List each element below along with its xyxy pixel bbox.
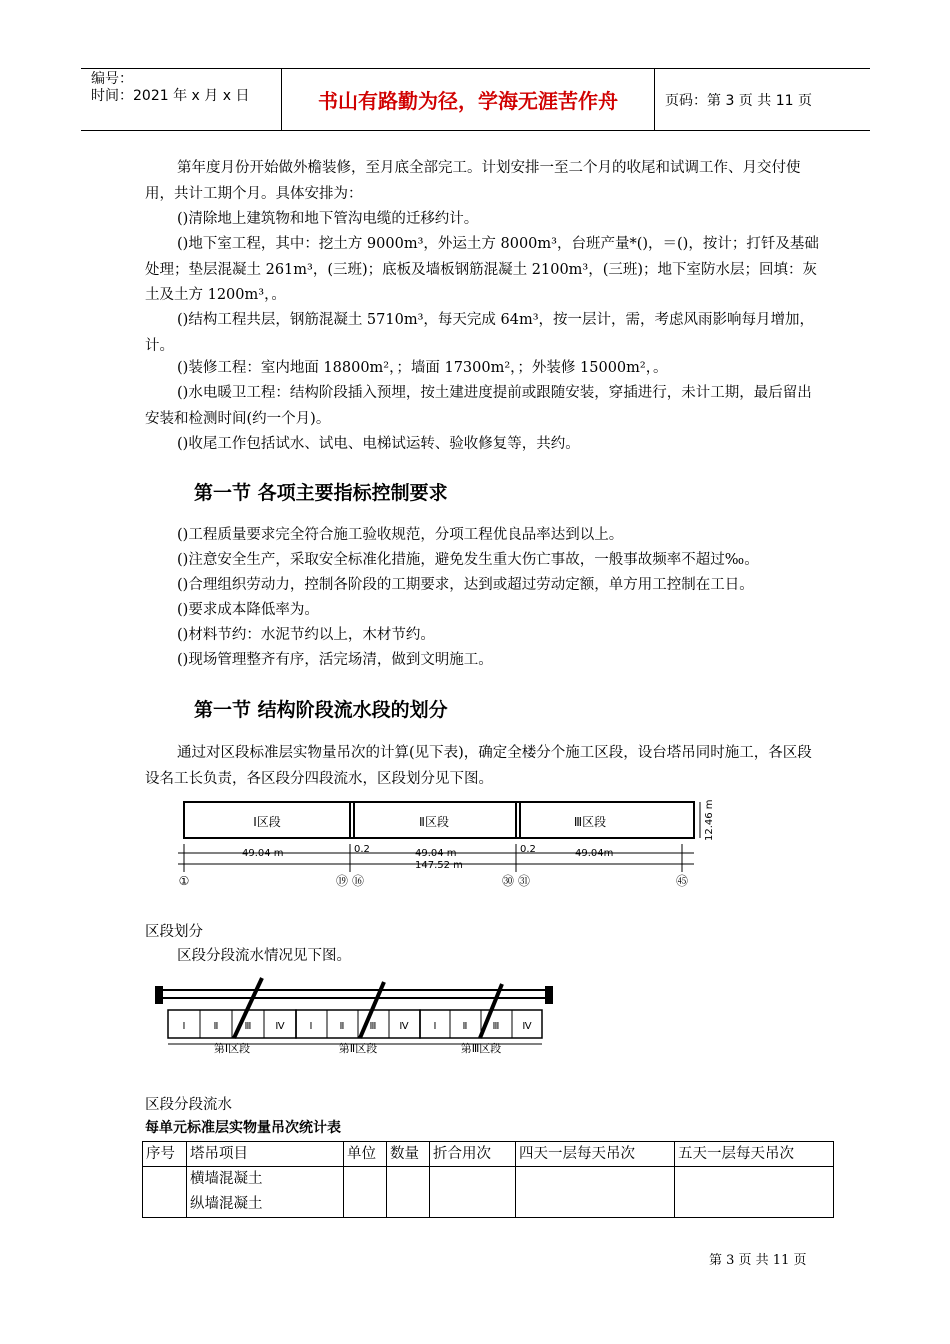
zone-label: 第Ⅱ区段	[338, 1042, 378, 1055]
zone-division-figure	[170, 796, 730, 894]
height-dim: 12.46 m	[704, 799, 715, 841]
intro-item: ()收尾工作包括试水、试电、电梯试运转、验收修复等，共约。	[177, 436, 580, 452]
intro-item: ()装修工程：室内地面 18800m²，；墙面 17300m²，；外装修 15000m²，。	[177, 360, 668, 376]
section1-item: ()要求成本降低率为。	[177, 602, 319, 618]
svg-text:Ⅳ: Ⅳ	[399, 1021, 409, 1032]
axis-label: ⑯	[351, 874, 365, 888]
svg-text:Ⅳ: Ⅳ	[275, 1021, 285, 1032]
intro-paragraph: 第年度月份开始做外檐装修，至月底全部完工。计划安排一至二个月的收尾和试调工作、月交付使用，共计工期个月。具体安排为：	[145, 160, 801, 202]
zone-label: 第Ⅲ区段	[460, 1042, 502, 1055]
segment-flow-figure	[150, 972, 570, 1064]
section1-item: ()现场管理整齐有序，活完场清，做到文明施工。	[177, 652, 493, 668]
section1-item: ()材料节约：水泥节约以上，木材节约。	[177, 627, 435, 643]
intro-item: ()水电暖卫工程：结构阶段插入预埋，按土建进度提前或跟随安装，穿插进行，未计工期，最后留出安装和检测时间(约一个月)。	[145, 385, 812, 427]
intro-item: ()结构工程共层，钢筋混凝土 5710m³，每天完成 64m³，按一层计，需，考虑风雨影响每月增加，计。	[145, 312, 815, 354]
svg-text:Ⅱ: Ⅱ	[339, 1021, 345, 1032]
figure-caption: 区段分段流水	[145, 1097, 232, 1113]
lifting-stats-table	[142, 1141, 834, 1218]
axis-label: ①	[178, 874, 190, 888]
table-cell: 横墙混凝土 纵墙混凝土	[187, 1167, 344, 1218]
header-meta	[81, 69, 282, 130]
table-cell	[516, 1167, 675, 1218]
section-heading: 第一节 各项主要指标控制要求	[194, 482, 448, 504]
section1-item: ()注意安全生产，采取安全标准化措施，避免发生重大伤亡事故，一般事故频率不超过‰。	[177, 552, 759, 568]
section1-item: ()工程质量要求完全符合施工验收规范，分项工程优良品率达到以上。	[177, 527, 624, 543]
table-header: 单位	[344, 1142, 387, 1167]
header-motto: 书山有路勤为径，学海无涯苦作舟	[282, 69, 655, 130]
svg-text:Ⅲ: Ⅲ	[492, 1021, 500, 1032]
table-cell	[387, 1167, 430, 1218]
dim-label: 49.04 m	[415, 848, 457, 859]
dim-label: 0.2	[520, 844, 536, 855]
dim-label: 49.04m	[575, 848, 614, 859]
axis-label: ㊺	[675, 874, 689, 888]
svg-text:Ⅱ: Ⅱ	[462, 1021, 468, 1032]
svg-text:Ⅱ: Ⅱ	[213, 1021, 219, 1032]
figure-intro: 区段分段流水情况见下图。	[177, 948, 351, 964]
table-header: 五天一层每天吊次	[675, 1142, 834, 1167]
table-header: 塔吊项目	[187, 1142, 344, 1167]
page-header	[81, 68, 870, 131]
axis-label: ㉚	[501, 874, 515, 888]
svg-text:Ⅲ: Ⅲ	[369, 1021, 377, 1032]
zone-label: 第Ⅰ区段	[213, 1042, 251, 1055]
table-cell	[143, 1167, 187, 1218]
dim-label: 147.52 m	[415, 860, 463, 871]
svg-text:Ⅰ: Ⅰ	[309, 1021, 313, 1032]
svg-text:Ⅳ: Ⅳ	[522, 1021, 532, 1032]
page-footer: 第 3 页 共 11 页	[709, 1253, 807, 1268]
zone-label: Ⅰ区段	[253, 815, 281, 829]
intro-item: ()清除地上建筑物和地下管沟电缆的迁移约计。	[177, 211, 479, 227]
svg-text:Ⅲ: Ⅲ	[244, 1021, 252, 1032]
table-header: 折合用次	[430, 1142, 516, 1167]
date-label: 时间：2021 年 x 月 x 日	[91, 88, 250, 104]
zone-label: Ⅱ区段	[419, 815, 449, 829]
table-cell	[344, 1167, 387, 1218]
table-header: 序号	[143, 1142, 187, 1167]
axis-label: ⑲	[335, 874, 349, 888]
section-heading: 第一节 结构阶段流水段的划分	[194, 699, 448, 721]
table-header: 数量	[387, 1142, 430, 1167]
table-header-row	[143, 1142, 834, 1167]
section2-paragraph: 通过对区段标准层实物量吊次的计算(见下表)，确定全楼分个施工区段，设台塔吊同时施工，各区段设名工长负责，各区段分四段流水，区段划分见下图。	[145, 745, 812, 787]
doc-number-label: 编号：	[91, 71, 133, 87]
dim-label: 0.2	[354, 844, 370, 855]
section1-item: ()合理组织劳动力，控制各阶段的工期要求，达到或超过劳动定额，单方用工控制在工日。	[177, 577, 754, 593]
zone-label: Ⅲ区段	[573, 815, 607, 829]
axis-label: ㉛	[517, 874, 531, 888]
intro-item: ()地下室工程，其中：挖土方 9000m³，外运土方 8000m³，台班产量*()，＝()，按计；打钎及基础处理；垫层混凝土 261m³，(三班)；底板及墙板钢筋混凝土 2100m³，(三班)；地下室防水层；回填：灰土及土方 1200m³，。	[145, 236, 819, 303]
svg-text:Ⅰ: Ⅰ	[433, 1021, 437, 1032]
header-page-number: 页码：第 3 页 共 11 页	[665, 92, 812, 109]
table-title: 每单元标准层实物量吊次统计表	[145, 1120, 341, 1136]
table-row	[143, 1167, 834, 1218]
svg-text:Ⅰ: Ⅰ	[182, 1021, 186, 1032]
figure-caption: 区段划分	[145, 924, 203, 940]
dim-label: 49.04 m	[242, 848, 284, 859]
table-cell	[675, 1167, 834, 1218]
table-header: 四天一层每天吊次	[516, 1142, 675, 1167]
table-cell	[430, 1167, 516, 1218]
